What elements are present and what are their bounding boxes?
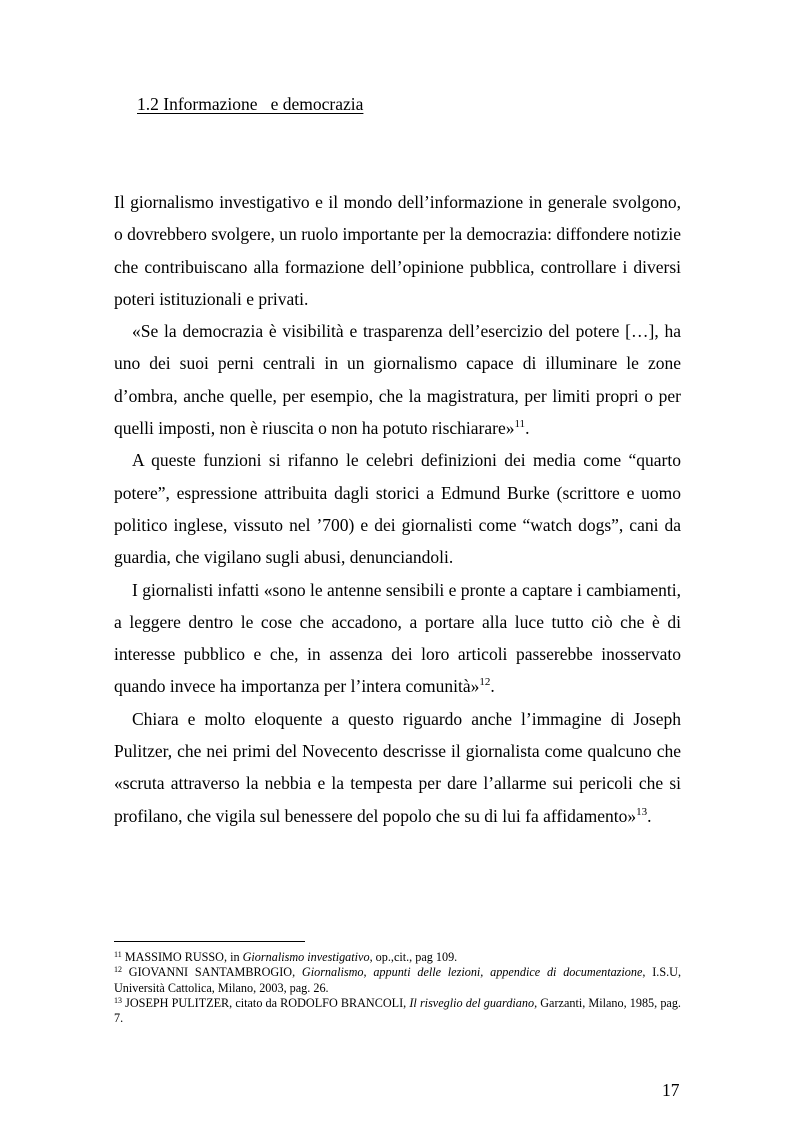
footnote-number: 12 — [114, 965, 122, 975]
footnote-ref: 13 — [636, 805, 648, 818]
footnote — [114, 996, 681, 1027]
footnote-number: 11 — [114, 950, 122, 959]
paragraph — [114, 186, 681, 315]
paragraph-end: . — [525, 418, 530, 439]
footnote-separator — [114, 941, 305, 942]
paragraph — [114, 315, 681, 444]
footnote-text: MASSIMO RUSSO, in — [121, 950, 243, 964]
footnote-text: , op.,cit., pag 109. — [369, 950, 458, 964]
footnote-text: JOSEPH PULITZER, citato da RODOLFO BRANCOLI, — [122, 995, 410, 1010]
paragraph-text: A queste funzioni si rifanno le celebri definizioni dei media come “quarto potere”, espressione attribuita dagli storici a Edmund Burke (scrittore e uomo politico inglese, vissuto nel ’700) e dei giornalisti come “watch dogs”, cani da guardia, che vigilano sugli abusi, denunciandoli. — [114, 450, 681, 568]
paragraph-end: . — [647, 805, 652, 826]
body-text — [114, 186, 681, 832]
footnotes — [114, 950, 681, 1026]
footnote — [114, 965, 681, 996]
footnote-ref: 12 — [479, 676, 491, 689]
footnote — [114, 950, 681, 965]
footnote-ref: 11 — [514, 418, 526, 431]
paragraph-end: . — [490, 676, 495, 697]
paragraph — [114, 444, 681, 573]
footnote-text: , I.S.U, Università Cattolica, Milano, 2003, pag. 26. — [114, 965, 681, 995]
footnote-title: Giornalismo investigativo — [242, 950, 370, 964]
section-heading: 1.2 Informazione e democrazia — [137, 94, 364, 114]
footnote-title: Giornalismo, appunti delle lezioni, appendice di documentazione — [301, 965, 643, 980]
footnote-text: GIOVANNI SANTAMBROGIO, — [122, 965, 302, 980]
footnote-text: Garzanti, Milano, 1985, pag. 7. — [114, 995, 681, 1026]
paragraph — [114, 574, 681, 703]
paragraph-text: Il giornalismo investigativo e il mondo dell’informazione in generale svolgono, o dovrebbero svolgere, un ruolo importante per la democrazia: diffondere notizie che contribuiscano alla formazione dell’opinione pubblica, controllare i diversi poteri istituzionali e privati. — [114, 192, 681, 309]
paragraph-text: «Se la democrazia è visibilità e trasparenza dell’esercizio del potere […], ha uno dei suoi perni centrali in un giornalismo capace di illuminare le zone d’ombra, anche quelle, per esempio, che la magistratura, per limiti propri o per quelli imposti, non è riuscita o non ha potuto rischiarare» — [114, 321, 681, 439]
footnote-title: Il risveglio del guardiano, — [409, 995, 538, 1010]
paragraph — [114, 703, 681, 832]
paragraph-text: Chiara e molto eloquente a questo riguardo anche l’immagine di Joseph Pulitzer, che nei primi del Novecento descrisse il giornalista come qualcuno che «scruta attraverso la nebbia e la tempesta per dare l’allarme sui pericoli che si profilano, che vigila sul benessere del popolo che su di lui fa affidamento» — [114, 708, 681, 826]
page-number: 17 — [662, 1080, 680, 1100]
paragraph-text: I giornalisti infatti «sono le antenne sensibili e pronte a captare i cambiamenti, a leggere dentro le cose che accadono, a portare alla luce tutto ciò che è di interesse pubblico e che, in assenza dei loro articoli passerebbe inosservato quando invece ha importanza per l’intera comunità» — [114, 579, 681, 697]
footnote-number: 13 — [114, 995, 122, 1005]
